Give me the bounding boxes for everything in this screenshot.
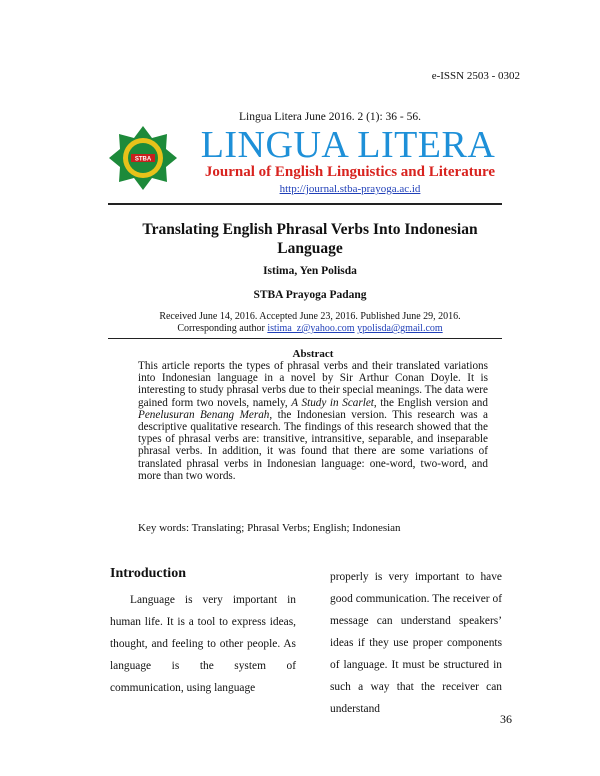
abstract-divider <box>108 338 502 339</box>
corresponding-label: Corresponding author <box>177 323 265 334</box>
abstract-text-1: This article reports the types of phrasal verbs and their translated variations into Indonesian language in a novel by Sir Arthur Conan Doyle. It is interesting to study phrasal verbs due to their special meanings. The data were gained form two novels, namely, <box>138 360 488 409</box>
body-column-left: Language is very important in human life. It is a tool to express ideas, thought, and feeling to other people. As language is the system of communication, using language <box>110 594 296 694</box>
logo-text: STBA <box>134 156 152 163</box>
header-divider <box>108 203 502 205</box>
abstract-body <box>138 360 488 482</box>
abstract-book-2: Penelusuran Benang Merah <box>138 408 270 421</box>
article-affiliation: STBA Prayoga Padang <box>253 289 367 301</box>
eissn: e-ISSN 2503 - 0302 <box>431 70 520 82</box>
keywords: Key words: Translating; Phrasal Verbs; English; Indonesian <box>138 522 401 534</box>
abstract-book-1: A Study in Scarlet <box>291 396 374 409</box>
introduction-heading: Introduction <box>110 566 186 581</box>
email-link-1[interactable]: istima_z@yahoo.com <box>267 323 355 334</box>
citation-line: Lingua Litera June 2016. 2 (1): 36 - 56. <box>238 111 422 123</box>
corresponding-author <box>130 323 490 335</box>
journal-url-link[interactable]: http://journal.stba-prayoga.ac.id <box>279 183 421 195</box>
abstract-heading: Abstract <box>292 348 334 360</box>
article-dates: Received June 14, 2016. Accepted June 23, 2016. Published June 29, 2016. <box>159 311 461 322</box>
journal-subtitle: Journal of English Linguistics and Literature <box>204 164 496 180</box>
body-column-right: properly is very important to have good communication. The receiver of message can understand speakers’ ideas if they use proper components of language. It must be structured in such a way that the receiver can understand <box>330 571 502 715</box>
article-title: Translating English Phrasal Verbs Into Indonesian Language <box>142 221 478 257</box>
abstract-text-3: , the Indonesian version. This research was a descriptive qualitative research. The findings of this research showed that the types of phrasal verbs are: transitive, intransitive, separable, and inseparable phrasal verbs. In addition, it was found that there are some variations of translated phrasal verbs in Indonesian language: one-word, two-word, and more than two words. <box>138 408 488 482</box>
abstract-text-2: , the English version and <box>373 396 488 409</box>
article-authors: Istima, Yen Polisda <box>263 265 357 277</box>
page-number: 36 <box>500 712 512 726</box>
journal-name: LINGUA LITERA <box>200 124 496 166</box>
email-link-2[interactable]: ypolisda@gmail.com <box>357 323 443 334</box>
